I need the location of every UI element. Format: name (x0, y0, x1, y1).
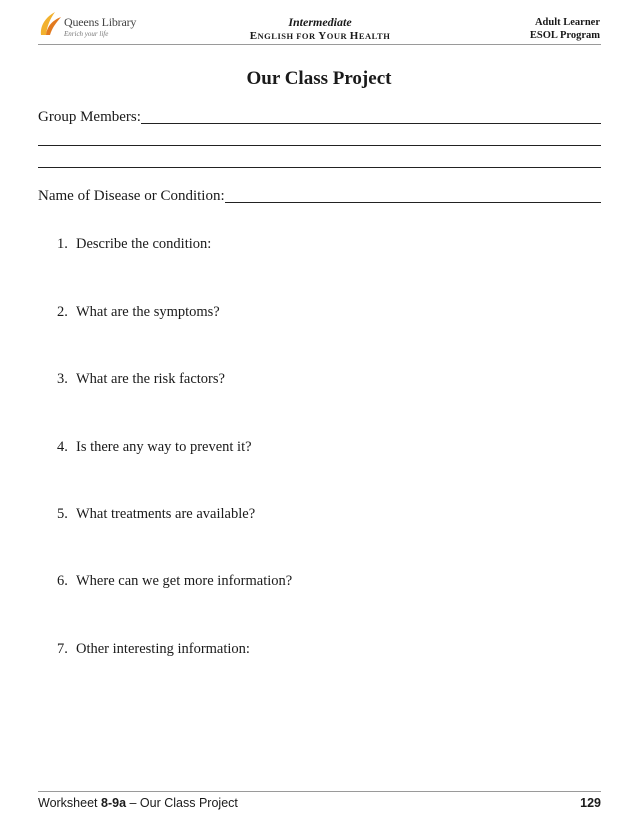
question-text: What are the symptoms? (76, 304, 220, 320)
question-number: 7. (57, 641, 68, 657)
page-number: 129 (580, 796, 601, 810)
question-number: 5. (57, 506, 68, 522)
page-title: Our Class Project (246, 68, 392, 89)
footer-prefix: Worksheet (38, 796, 101, 810)
course-title-part: H (349, 30, 359, 42)
course-title (210, 30, 430, 42)
program-line-2: ESOL Program (529, 30, 600, 41)
question-number: 4. (57, 439, 68, 455)
question-text: Is there any way to prevent it? (76, 439, 252, 455)
question-item (57, 439, 252, 456)
course-title-part: Y (318, 30, 327, 42)
footer-suffix: – Our Class Project (126, 796, 238, 810)
program-line-1: Adult Learner (534, 17, 600, 28)
question-number: 6. (57, 573, 68, 589)
flame-leaf-icon (38, 9, 64, 37)
question-text: Describe the condition: (76, 236, 212, 252)
course-title-part: NGLISH FOR (257, 31, 319, 41)
logo-tagline: Enrich your life (64, 30, 109, 38)
worksheet-id: 8-9a (101, 796, 127, 810)
question-text: What are the risk factors? (76, 371, 225, 387)
course-title-part: E (249, 30, 258, 42)
footer-divider (38, 791, 601, 792)
course-title-part: EALTH (358, 31, 391, 41)
header-divider (38, 44, 601, 45)
logo-name: Queens Library (64, 15, 137, 29)
question-item (57, 641, 250, 658)
group-members-label: Group Members: (38, 109, 141, 125)
question-item (57, 236, 211, 253)
question-text: Other interesting information: (76, 641, 250, 657)
disease-line[interactable] (225, 202, 601, 203)
question-text: Where can we get more information? (76, 573, 293, 589)
disease-field (38, 187, 601, 205)
question-item (57, 304, 220, 321)
question-text: What treatments are available? (76, 506, 256, 522)
question-item (57, 506, 255, 523)
course-level: Intermediate (288, 15, 352, 29)
footer-worksheet-label (38, 796, 238, 810)
blank-line[interactable] (38, 145, 601, 146)
question-number: 2. (57, 304, 68, 320)
blank-line[interactable] (38, 167, 601, 168)
question-number: 1. (57, 236, 68, 252)
question-number: 3. (57, 371, 68, 387)
course-title-part: OUR (326, 31, 350, 41)
queens-library-logo (38, 9, 138, 39)
group-members-field (38, 108, 601, 126)
group-members-line[interactable] (141, 123, 601, 124)
disease-label: Name of Disease or Condition: (38, 188, 225, 204)
question-item (57, 371, 225, 388)
question-item (57, 573, 292, 590)
